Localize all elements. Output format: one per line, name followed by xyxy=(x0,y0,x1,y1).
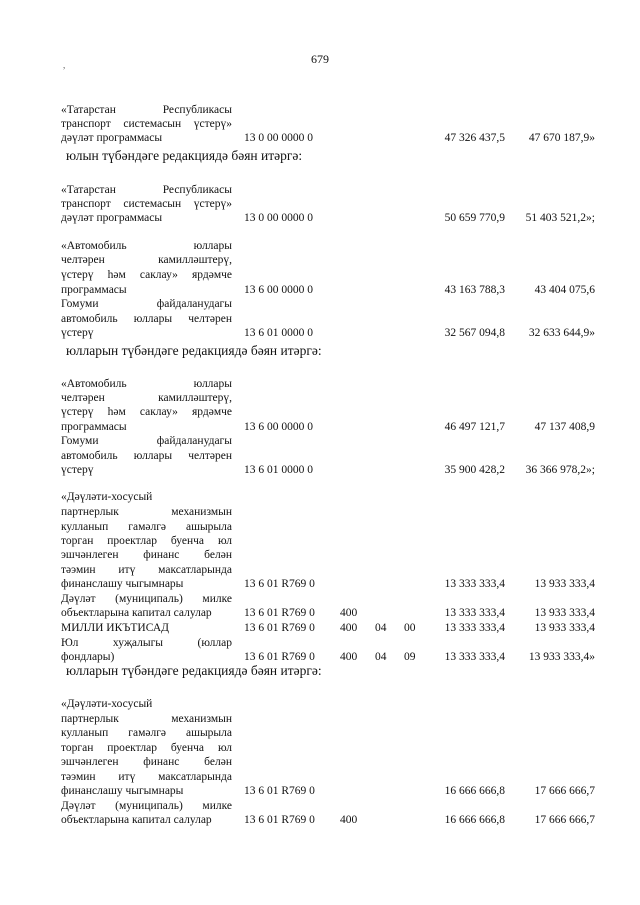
table-row xyxy=(0,697,640,711)
row-label: финанслашу чыгымнары xyxy=(61,785,184,797)
row-label: транспорт системасын үстерү» xyxy=(61,118,232,130)
row-label: партнерлык механизмын xyxy=(61,713,232,725)
table-row xyxy=(0,520,640,534)
row-label: «Дәүләти-хосусый xyxy=(61,491,153,503)
amount-year-2: 36 366 978,2»; xyxy=(525,464,595,476)
target-code: 13 0 00 0000 0 xyxy=(244,212,313,224)
target-code: 13 6 01 R769 0 xyxy=(244,622,315,634)
table-row xyxy=(0,117,640,131)
amount-year-2: 17 666 666,7 xyxy=(534,814,595,826)
row-label: үстерү xyxy=(61,464,94,476)
row-label: үстерү һәм саклау» ярдәмче xyxy=(61,406,232,418)
table-row xyxy=(0,420,640,434)
table-row xyxy=(0,391,640,405)
row-label: Дәүләт (муниципаль) милке xyxy=(61,593,232,605)
page-number: 679 xyxy=(311,52,329,66)
row-label: эшчәнлеген финанс белән xyxy=(61,549,232,561)
amount-year-1: 13 333 333,4 xyxy=(444,607,505,619)
target-code: 13 6 01 R769 0 xyxy=(244,607,315,619)
row-label: торган проектлар буенча юл xyxy=(61,535,232,547)
amount-year-1: 50 659 770,9 xyxy=(444,212,505,224)
expense-type: 400 xyxy=(340,651,358,663)
table-row xyxy=(0,577,640,591)
amount-year-1: 13 333 333,4 xyxy=(444,651,505,663)
row-label: үстерү һәм саклау» ярдәмче xyxy=(61,269,232,281)
row-label: фондлары) xyxy=(61,651,115,663)
row-label: челтәрен камилләштерү, xyxy=(61,392,232,404)
amount-year-2: 13 933 333,4 xyxy=(534,607,595,619)
table-row xyxy=(0,131,640,145)
row-label: «Дәүләти-хосусый xyxy=(61,698,153,710)
row-label: челтәрен камилләштерү, xyxy=(61,254,232,266)
amount-year-1: 13 333 333,4 xyxy=(444,622,505,634)
table-row xyxy=(0,505,640,519)
row-label: объектларына капитал салулар xyxy=(61,607,212,619)
amendment-instruction: юлын түбәндәге редакциядә бәян итәргә: xyxy=(66,148,303,163)
table-row xyxy=(0,606,640,620)
amount-year-2: 43 404 075,6 xyxy=(534,284,595,296)
row-label: дәүләт программасы xyxy=(61,212,163,224)
table-row xyxy=(0,755,640,769)
table-row xyxy=(0,726,640,740)
amount-year-1: 35 900 428,2 xyxy=(444,464,505,476)
amount-year-2: 47 670 187,9» xyxy=(528,132,595,144)
section-code: 04 xyxy=(375,622,387,634)
expense-type: 400 xyxy=(340,607,358,619)
amount-year-2: 32 633 644,9» xyxy=(528,327,595,339)
row-label: программасы xyxy=(61,284,127,296)
amount-year-1: 13 333 333,4 xyxy=(444,578,505,590)
row-label: «Татарстан Республикасы xyxy=(61,184,232,196)
amendment-instruction: юлларын түбәндәге редакциядә бәян итәргә: xyxy=(66,663,322,678)
table-row xyxy=(0,463,640,477)
table-row xyxy=(0,253,640,267)
table-row xyxy=(0,770,640,784)
target-code: 13 6 01 R769 0 xyxy=(244,651,315,663)
amendment-instruction: юлларын түбәндәге редакциядә бәян итәргә: xyxy=(66,343,322,358)
row-label: «Татарстан Республикасы xyxy=(61,104,232,116)
amount-year-1: 46 497 121,7 xyxy=(444,421,505,433)
row-label: Дәүләт (муниципаль) милке xyxy=(61,800,232,812)
amount-year-2: 47 137 408,9 xyxy=(534,421,595,433)
row-label: МИЛЛИ ИКЪТИСАД xyxy=(61,622,169,634)
target-code: 13 6 01 0000 0 xyxy=(244,327,313,339)
row-label: эшчәнлеген финанс белән xyxy=(61,756,232,768)
row-label: тәэмин итү максатларында xyxy=(61,564,232,576)
table-row xyxy=(0,268,640,282)
row-label: финанслашу чыгымнары xyxy=(61,578,184,590)
table-row xyxy=(0,434,640,448)
expense-type: 400 xyxy=(340,622,358,634)
row-label: объектларына капитал салулар xyxy=(61,814,212,826)
row-label: транспорт системасын үстерү» xyxy=(61,198,232,210)
table-row xyxy=(0,297,640,311)
row-label: үстерү xyxy=(61,327,94,339)
table-row xyxy=(0,741,640,755)
table-row xyxy=(0,548,640,562)
table-row xyxy=(0,636,640,650)
table-row xyxy=(0,103,640,117)
table-row xyxy=(0,490,640,504)
table-row xyxy=(0,405,640,419)
table-row xyxy=(0,312,640,326)
table-row xyxy=(0,592,640,606)
amount-year-1: 32 567 094,8 xyxy=(444,327,505,339)
table-row xyxy=(0,784,640,798)
row-label: автомобиль юллары челтәрен xyxy=(61,313,232,325)
amount-year-2: 51 403 521,2»; xyxy=(525,212,595,224)
table-row xyxy=(0,377,640,391)
row-label: Юл хуҗалыгы (юллар xyxy=(61,637,232,649)
amount-year-2: 13 933 333,4» xyxy=(528,651,595,663)
table-row xyxy=(0,326,640,340)
row-label: «Автомобиль юллары xyxy=(61,378,232,390)
row-label: дәүләт программасы xyxy=(61,132,163,144)
subsection-code: 00 xyxy=(404,622,416,634)
table-row xyxy=(0,650,640,664)
section-code: 04 xyxy=(375,651,387,663)
target-code: 13 6 01 0000 0 xyxy=(244,464,313,476)
target-code: 13 6 01 R769 0 xyxy=(244,578,315,590)
table-row xyxy=(0,197,640,211)
row-label: партнерлык механизмын xyxy=(61,506,232,518)
subsection-code: 09 xyxy=(404,651,416,663)
target-code: 13 6 00 0000 0 xyxy=(244,421,313,433)
table-row xyxy=(0,712,640,726)
row-label: торган проектлар буенча юл xyxy=(61,742,232,754)
table-row xyxy=(0,449,640,463)
amount-year-1: 16 666 666,8 xyxy=(444,814,505,826)
table-row xyxy=(0,813,640,827)
stray-mark: , xyxy=(63,60,66,70)
row-label: кулланып гамәлгә ашырыла xyxy=(61,521,232,533)
target-code: 13 0 00 0000 0 xyxy=(244,132,313,144)
expense-type: 400 xyxy=(340,814,358,826)
row-label: автомобиль юллары челтәрен xyxy=(61,450,232,462)
table-row xyxy=(0,183,640,197)
table-row xyxy=(0,799,640,813)
target-code: 13 6 01 R769 0 xyxy=(244,785,315,797)
table-row xyxy=(0,283,640,297)
target-code: 13 6 01 R769 0 xyxy=(244,814,315,826)
target-code: 13 6 00 0000 0 xyxy=(244,284,313,296)
table-row xyxy=(0,239,640,253)
amount-year-2: 13 933 333,4 xyxy=(534,622,595,634)
amount-year-2: 17 666 666,7 xyxy=(534,785,595,797)
row-label: «Автомобиль юллары xyxy=(61,240,232,252)
amount-year-1: 43 163 788,3 xyxy=(444,284,505,296)
table-row xyxy=(0,211,640,225)
table-row xyxy=(0,621,640,635)
row-label: программасы xyxy=(61,421,127,433)
table-row xyxy=(0,563,640,577)
amount-year-1: 16 666 666,8 xyxy=(444,785,505,797)
row-label: кулланып гамәлгә ашырыла xyxy=(61,727,232,739)
amount-year-1: 47 326 437,5 xyxy=(444,132,505,144)
row-label: Гомуми файдаланудагы xyxy=(61,298,232,310)
row-label: тәэмин итү максатларында xyxy=(61,771,232,783)
table-row xyxy=(0,534,640,548)
row-label: Гомуми файдаланудагы xyxy=(61,435,232,447)
amount-year-2: 13 933 333,4 xyxy=(534,578,595,590)
